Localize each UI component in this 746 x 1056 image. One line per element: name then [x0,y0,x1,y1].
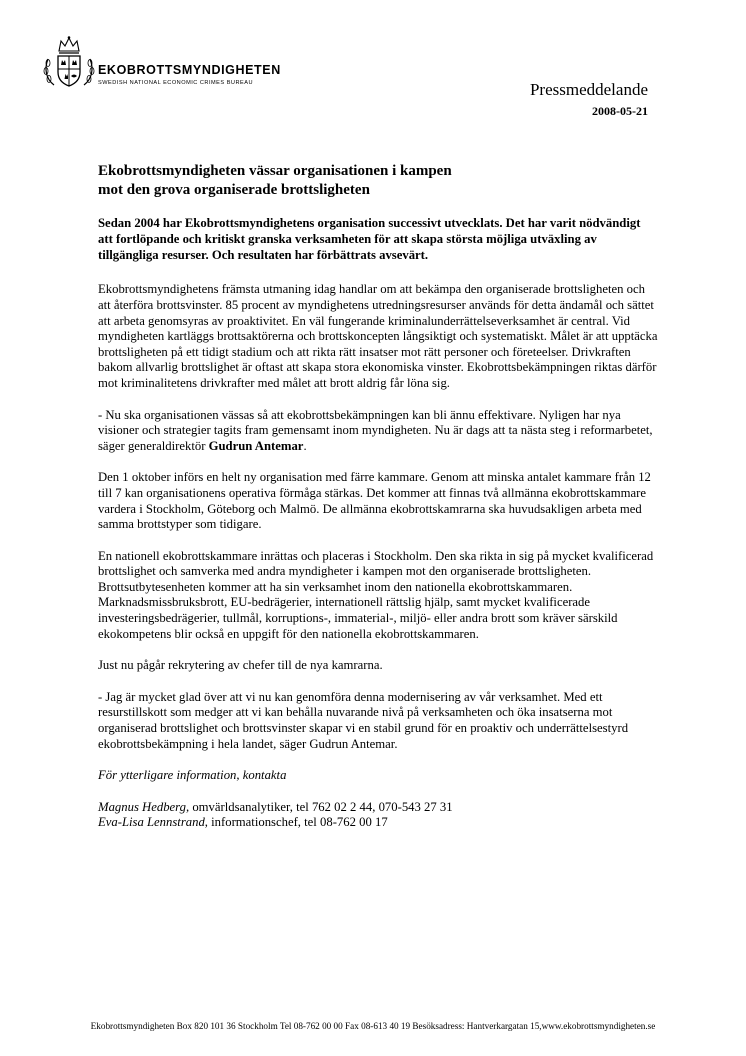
paragraph-2-end: . [303,438,307,453]
lead-paragraph: Sedan 2004 har Ekobrottsmyndighetens organisation successivt utvecklats. Det har varit nödvändigt att fortlöpande och kritiskt granska verksamheten för att skapa största möjliga utväxling av tillgängliga resurser. Och resultaten har förbättrats avsevärt. [98,216,641,262]
contact-1-details: omvärldsanalytiker, tel 762 02 2 44, 070-543 27 31 [189,799,453,814]
contact-2-name: Eva-Lisa Lennstrand [98,815,205,830]
paragraph-2-text: - Nu ska organisationen vässas så att ekobrottsbekämpningen kan bli ännu effektivare. Nyligen har nya visioner och strategier tagits fram gemensamt inom myndigheten. Nu är dags att ta nästa steg i reformarbetet, säger generaldirektör [98,407,653,453]
contact-heading: För ytterligare information, kontakta [98,768,287,783]
paragraph-5: Just nu pågår rekrytering av chefer till de nya kamrarna. [98,658,383,673]
paragraph-6: - Jag är mycket glad över att vi nu kan genomföra denna modernisering av vår verksamhet. Med ett resurstillskott som medger att vi kan behålla nuvarande nivå på verksamheten och öka insatserna mot organiserad brottslighet och brottsvinster skapar vi en stabil grund för en proaktiv och underrättelsestyrd ekobrottsbekämpning i hela landet, säger Gudrun Antemar. [98,689,629,751]
agency-name: EKOBROTTSMYNDIGHETEN [98,63,281,77]
paragraph-1: Ekobrottsmyndighetens främsta utmaning idag handlar om att bekämpa den organiserade brottsligheten och att återföra brottsvinster. 85 procent av myndighetens utredningsresurser används för detta ändamål och sättet att arbeta genomsyras av proaktivitet. En väl fungerande kriminalunderrättelseverksamhet är central. Vid myndigheten kartläggs brottsaktörerna och brottskoncepten långsiktigt och systematiskt. Målet är att upptäcka brottsligheten på ett tidigt stadium och att rikta rätt insatser mot rätt personer och företeelser. Drivkraften bakom allvarlig brottslighet är oftast att skapa stora ekonomiska vinster. Ekobrottsbekämpningen riktas därför mot kriminalitetens drivkrafter med målet att brott aldrig får löna sig. [98,282,658,390]
contact-1 [98,800,658,816]
contact-2 [98,815,658,831]
title-line-2: mot den grova organiserade brottsligheten [98,182,370,198]
page-footer: Ekobrottsmyndigheten Box 820 101 36 Stockholm Tel 08-762 00 00 Fax 08-613 40 19 Besöksadress: Hantverkargatan 15,www.ekobrottsmyndigheten.se [90,1021,656,1031]
contact-2-details: , informationschef, tel 08-762 00 17 [204,815,388,830]
agency-subtitle: SWEDISH NATIONAL ECONOMIC CRIMES BUREAU [98,80,254,86]
paragraph-4: En nationell ekobrottskammare inrättas och placeras i Stockholm. Den ska rikta in sig på mycket kvalificerad brottslighet och samverka med andra myndigheter i kampen mot den organiserade brottsligheten. Brottsutbytesenheten kommer att ha sin verksamhet inom den nationella ekobrottskammaren. Marknadsmissbruksbrott, EU-bedrägerier, internationell rättslig hjälp, samt mycket kvalificerade investeringsbedrägerier, tullmål, korruptions-, immaterial-, miljö- eller andra brott som kräver särskild ekokompetens blir också en uppgift för den nationella ekobrottskammaren. [98,548,654,641]
press-release-body [98,162,658,831]
title-line-1: Ekobrottsmyndigheten vässar organisationen i kampen [98,163,452,179]
paragraph-2 [98,408,658,455]
agency-logo [40,35,310,91]
paragraph-3: Den 1 oktober införs en helt ny organisation med färre kammare. Genom att minska antalet kammare från 12 till 7 kan organisationens operativa förmåga stärkas. Det kommer att finnas två allmänna ekobrottskammare vardera i Stockholm, Göteborg och Malmö. De allmänna ekobrottskamrarna ska huvudsakligen arbeta med samma brottstyper som tidigare. [98,470,651,532]
royal-crest-icon [40,35,98,91]
document-date: 2008-05-21 [592,104,648,118]
article-title [98,162,658,200]
director-name: Gudrun Antemar [208,438,304,453]
document-type: Pressmeddelande [529,80,648,99]
contact-1-name: Magnus Hedberg, [98,799,190,814]
